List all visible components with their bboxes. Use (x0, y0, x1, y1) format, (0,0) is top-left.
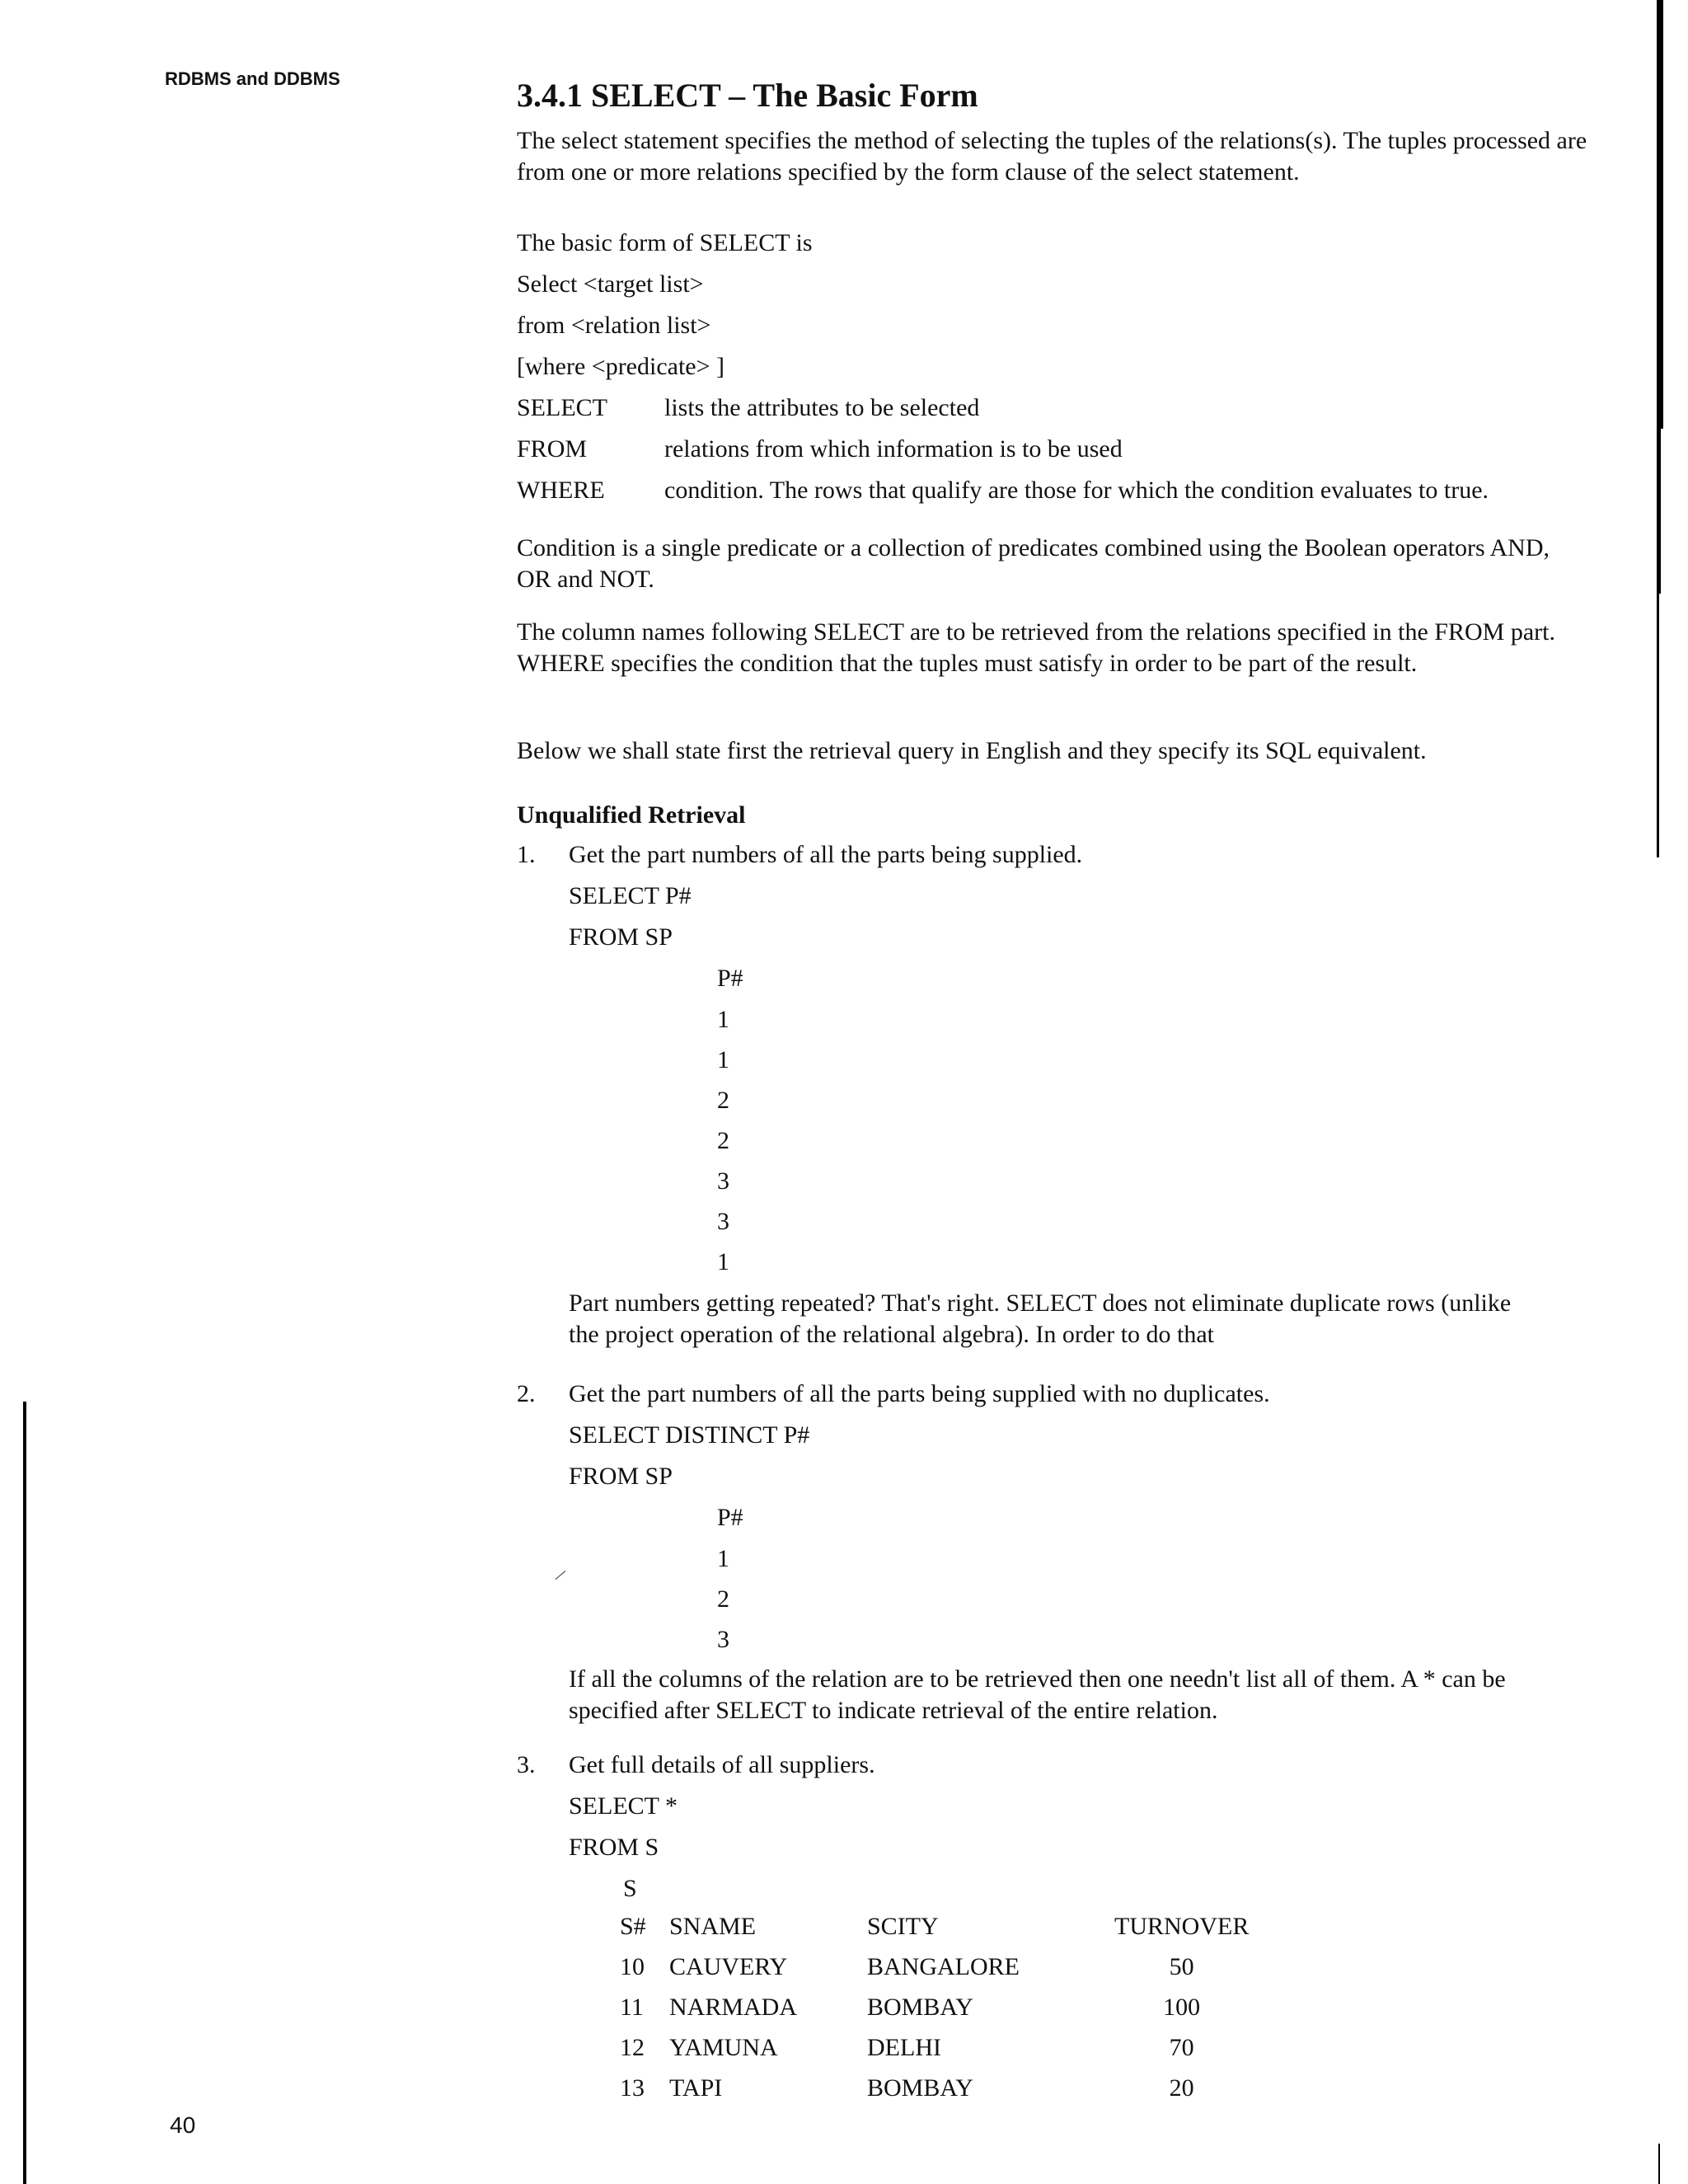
scan-edge-right (1657, 594, 1659, 857)
table-header-row (620, 1911, 1249, 1952)
header-cell: SNAME (669, 1913, 757, 1940)
result-cell: 2 (717, 1087, 729, 1114)
header-cell: TURNOVER (1114, 1913, 1250, 1940)
header-cell: S# (620, 1913, 646, 1940)
q1-note: Part numbers getting repeated? That's right. SELECT does not eliminate duplicate rows (unlike the project operation of the relational algebra). In order to do that (569, 1289, 1512, 1349)
table-cell: 13 (620, 2074, 645, 2102)
result-cell: 3 (717, 1167, 729, 1195)
result-cell: 3 (717, 1208, 729, 1235)
section-title: 3.4.1 SELECT – The Basic Form (517, 77, 978, 114)
table-cell: 12 (620, 2034, 645, 2061)
sql-line: SELECT P# (569, 882, 692, 909)
table-row (620, 2032, 1249, 2073)
table-cell: 70 (1169, 2034, 1194, 2061)
item-number: 1. (517, 841, 536, 868)
scan-edge-right (1657, 429, 1661, 594)
below-paragraph: Below we shall state first the retrieval query in English and they specify its SQL equivalent. (517, 737, 1427, 764)
sql-line: FROM SP (569, 1463, 673, 1490)
result-column-header: P# (717, 965, 743, 992)
result-cell: 1 (717, 1006, 729, 1033)
table-cell: 11 (620, 1994, 644, 2021)
table-cell: BOMBAY (867, 1994, 973, 2021)
result-cell: 1 (717, 1248, 729, 1275)
pen-mark (556, 1571, 566, 1580)
table-cell: BOMBAY (867, 2074, 973, 2102)
query-text: Get full details of all suppliers. (569, 1751, 875, 1778)
result-cell: 3 (717, 1626, 729, 1653)
sql-line: SELECT * (569, 1792, 678, 1820)
q2-note: If all the columns of the relation are to be retrieved then one needn't list all of them. A * can be specified after SELECT to indicate retrieval of the entire relation. (569, 1665, 1506, 1725)
condition-paragraph: Condition is a single predicate or a collection of predicates combined using the Boolean operators AND, OR and NOT. (517, 534, 1550, 594)
suppliers-table (620, 1911, 1249, 2113)
table-cell: NARMADA (669, 1994, 798, 2021)
table-row (620, 1952, 1249, 1992)
result-cell: 2 (717, 1127, 729, 1154)
clause-description: condition. The rows that qualify are those for which the condition evaluates to true. (664, 477, 1489, 504)
result-cell: 2 (717, 1585, 729, 1613)
clause-description: relations from which information is to be used (664, 435, 1123, 463)
page-number: 40 (170, 2112, 196, 2138)
sql-line: FROM SP (569, 923, 673, 951)
table-cell: 10 (620, 1953, 645, 1980)
table-row (620, 2073, 1249, 2113)
item-number: 3. (517, 1751, 536, 1778)
table-cell: CAUVERY (669, 1953, 788, 1980)
table-cell: BANGALORE (867, 1953, 1020, 1980)
scan-edge-right (1658, 2144, 1660, 2184)
clause-term: SELECT (517, 394, 607, 421)
basic-form-intro: The basic form of SELECT is (517, 229, 813, 256)
query-text: Get the part numbers of all the parts being supplied. (569, 841, 1083, 868)
columns-paragraph: The column names following SELECT are to be retrieved from the relations specified in the FROM part. WHERE specifies the condition that the tuples must satisfy in order to be part of the result. (517, 618, 1555, 678)
syntax-line: [where <predicate> ] (517, 353, 725, 380)
scan-edge-left (23, 1402, 26, 2184)
table-name: S (623, 1875, 637, 1902)
table-cell: TAPI (669, 2074, 723, 2102)
intro-paragraph: The select statement specifies the method of selecting the tuples of the relations(s). The tuples processed are from one or more relations specified by the form clause of the select statement. (517, 127, 1587, 186)
running-head: RDBMS and DDBMS (165, 68, 340, 89)
item-number: 2. (517, 1380, 536, 1407)
result-cell: 1 (717, 1046, 729, 1073)
sql-line: FROM S (569, 1834, 659, 1861)
table-cell: 20 (1169, 2074, 1194, 2102)
syntax-line: from <relation list> (517, 312, 711, 339)
result-column-header: P# (717, 1504, 743, 1531)
table-cell: 50 (1169, 1953, 1194, 1980)
clause-description: lists the attributes to be selected (664, 394, 980, 421)
sql-line: SELECT DISTINCT P# (569, 1421, 810, 1449)
table-row (620, 1992, 1249, 2032)
clause-term: WHERE (517, 477, 605, 504)
syntax-line: Select <target list> (517, 270, 704, 298)
clause-term: FROM (517, 435, 588, 463)
scan-edge-right (1657, 0, 1663, 429)
subheading: Unqualified Retrieval (517, 801, 746, 829)
header-cell: SCITY (867, 1913, 939, 1940)
table-cell: 100 (1163, 1994, 1201, 2021)
result-cell: 1 (717, 1545, 729, 1572)
table-cell: DELHI (867, 2034, 941, 2061)
query-text: Get the part numbers of all the parts being supplied with no duplicates. (569, 1380, 1270, 1407)
table-cell: YAMUNA (669, 2034, 778, 2061)
